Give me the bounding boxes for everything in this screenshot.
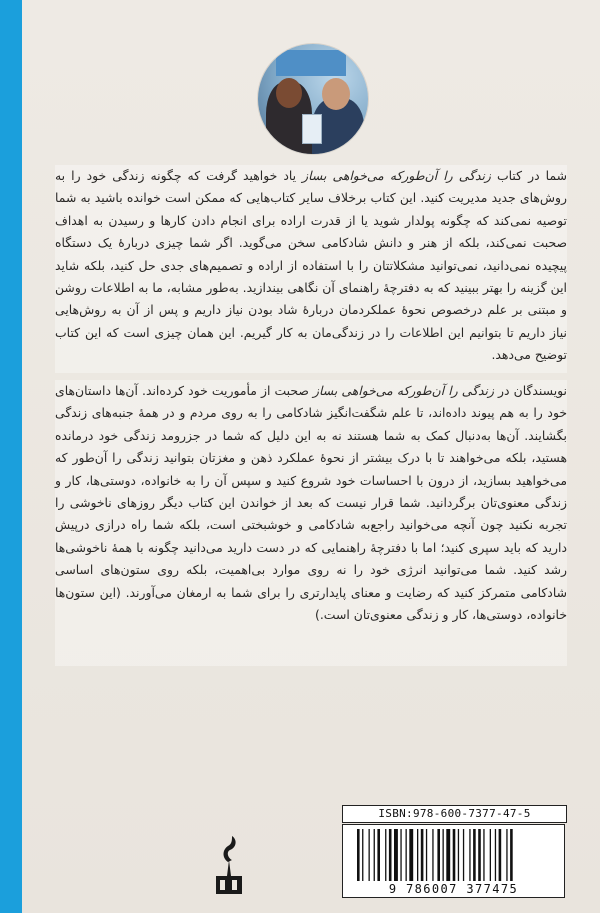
blurb-2-book-title: زندگی را آن‌طورکه می‌خواهی بساز xyxy=(313,383,494,398)
blurb-paragraph-2 xyxy=(55,380,567,666)
blurb-1-after: یاد خواهید گرفت که چگونه زندگی خود را به روش‌های جدید مدیریت کنید. این کتاب برخلاف سایر کتاب‌هایی که ممکن است خوانده باشید به شما توصیه نمی‌کند که چگونه پولدار شوید یا از قدرت اراده برای انجام دادن کارها و رسیدن به اهداف صحبت نمی‌کند، بلکه از هنر و دانش شادکامی سخن می‌گوید. اگر شما چیزی دربارهٔ یک دستگاه پیچیده نمی‌دانید، نمی‌توانید مشکلاتتان را با استفاده از اراده و تصمیم‌های جدی حل کنید، بلکه شاید این گزینه را بهتر ببینید که به دفترچهٔ راهنمای آن نگاهی بیندازید. به‌طور مشابه، ما به اطلاعات روشن و مبتنی بر علم درخصوص نحوهٔ عملکردمان دربارهٔ شاد بودن نیاز داریم و پس از آن به روش‌هایی نیاز داریم تا بتوانیم این اطلاعات را در زندگی‌مان به کار گیریم. این همان چیزی است که این کتاب توضیح می‌دهد. xyxy=(55,168,567,363)
blurb-2-before: نویسندگان در xyxy=(493,383,567,398)
spine-stripe xyxy=(0,0,22,913)
photo-person-left-head xyxy=(276,78,302,108)
blurb-1-before: شما در کتاب xyxy=(490,168,567,183)
blurb-paragraph-1 xyxy=(55,165,567,373)
blurb-2-after: صحبت از مأموریت خود کرده‌اند. آن‌ها داستان‌های خود را به هم پیوند داده‌اند، تا علم شگفت‌انگیز شادکامی را به روی مردم و در همهٔ جنبه‌های زندگی بگشایند. آن‌ها به‌دنبال کمک به شما هستند نه به این دلیل که شما در جزرومد زندگی خود درمانده هستید، بلکه می‌خواهند تا با درک بیشتر از نحوهٔ عملکرد ذهن و مغزتان بتوانید زندگی را آن‌طور که می‌خواهید بسازید، از درون با احساسات خود شروع کنید و سپس آن را به خانواده، دوستی‌ها، کار و زندگی معنوی‌تان برگردانید. شما قرار نیست که بعد از خواندن این کتاب دیگر روزهای ناخوشی را تجربه نکنید چون آنچه می‌خوانید راجع‌به شادکامی و خوشبختی است، بلکه شما راه درازی درپیش دارید که باید سپری کنید؛ اما با دفترچهٔ راهنمایی که در دست دارید می‌دانید چگونه با همهٔ ناخوشی‌ها رشد کنید. شما می‌توانید انرژی خود را نه روی موارد بی‌اهمیت، بلکه روی ستون‌های اساسی شادکامی متمرکز کنید که رضایت و معنای پایدارتری را برای شما به ارمغان می‌آورند. (این ستون‌ها خانواده، دوستی‌ها، کار و زندگی معنوی‌تان است.) xyxy=(55,383,567,623)
barcode-digits: 9 786007 377475 xyxy=(388,882,519,896)
author-photo xyxy=(258,44,368,154)
photo-background-banner xyxy=(276,50,346,76)
photo-book xyxy=(302,114,322,144)
blurb-1-book-title: زندگی را آن‌طورکه می‌خواهی بساز xyxy=(302,168,491,183)
photo-person-right-head xyxy=(322,78,350,110)
barcode-icon xyxy=(342,824,565,898)
publisher-logo-icon xyxy=(212,832,246,896)
isbn-label: ISBN:978-600-7377-47-5 xyxy=(342,805,567,823)
